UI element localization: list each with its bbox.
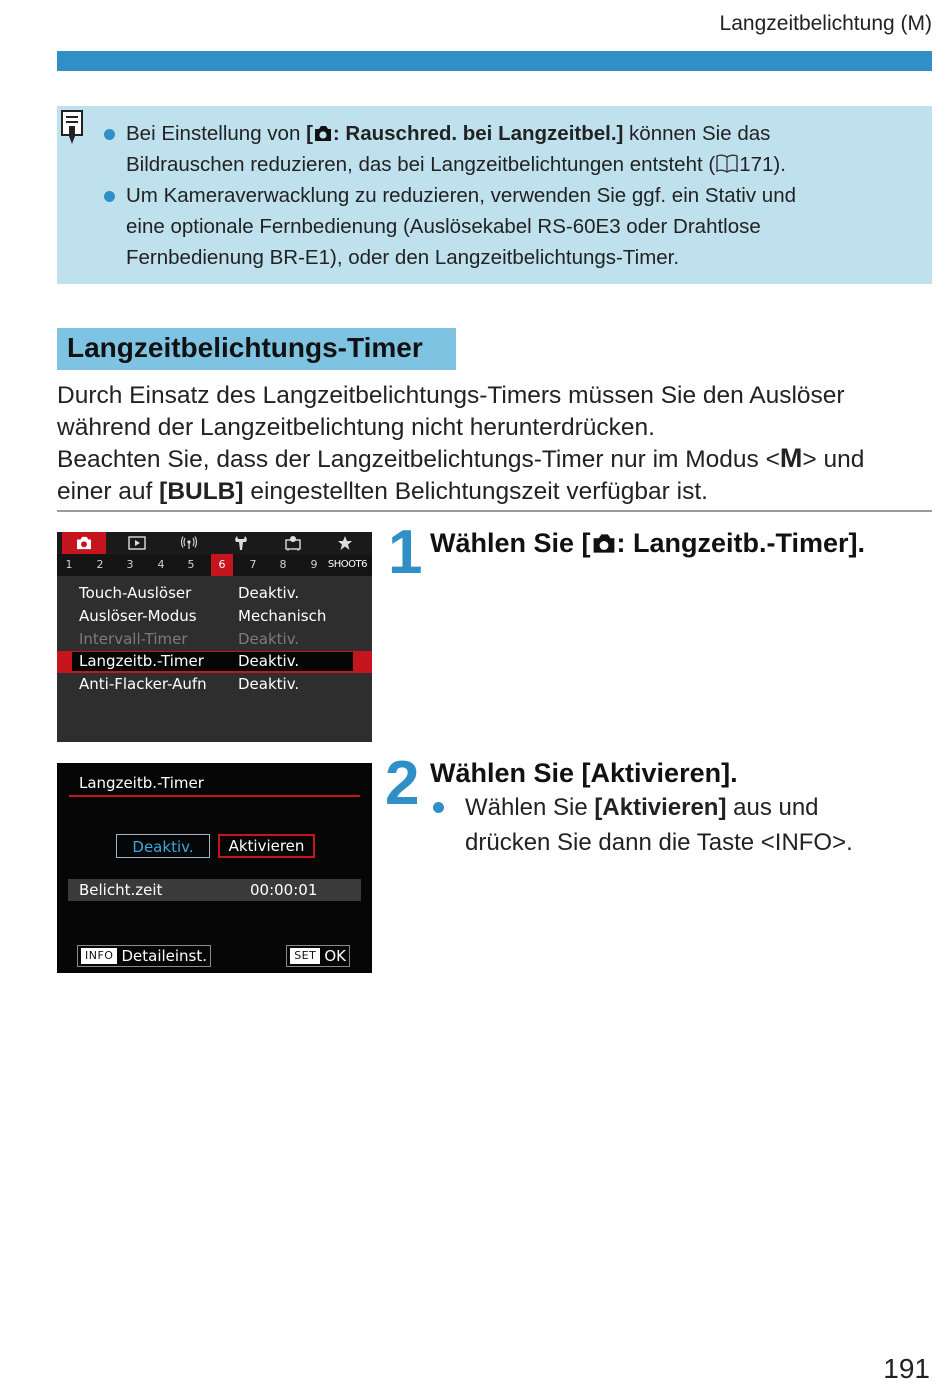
wrench-icon bbox=[233, 535, 249, 551]
running-header-title: Langzeitbelichtung (M) bbox=[719, 12, 932, 35]
title-underline bbox=[69, 795, 360, 797]
intro-paragraph: Durch Einsatz des Langzeitbelichtungs-Timers müssen Sie den Auslöser während der Langzeitbelichtung nicht herunterdrücken. Beachten Sie, dass der Langzeitbelichtungs-Timer nur im Modus <M> und einer auf [BULB] eingestellten Belichtungszeit verfügbar ist. bbox=[57, 382, 865, 505]
note-item-1: Bei Einstellung von [ : Rauschred. bei Langzeitbel.] können Sie das Bildrauschen reduzieren, das bei Langzeitbelichtungen entsteht ( 171). bbox=[126, 118, 786, 180]
info-key: INFO bbox=[81, 948, 117, 964]
camera-icon bbox=[75, 536, 93, 550]
bullet-icon bbox=[104, 191, 115, 202]
screen-title: Langzeitb.-Timer bbox=[79, 774, 204, 792]
bulb-timer-screen bbox=[57, 763, 372, 973]
page-number-5: 5 bbox=[187, 558, 195, 571]
page-number-9: 9 bbox=[310, 558, 318, 571]
camera-menu-screen bbox=[57, 532, 372, 742]
wireless-icon bbox=[180, 536, 198, 550]
header-bar bbox=[57, 51, 932, 71]
note-item-2: Um Kameraverwacklung zu reduzieren, verwenden Sie ggf. ein Stativ und eine optionale Fernbedienung (Auslösekabel RS-60E3 oder Drahtlose Fernbedienung BR-E1), oder den Langzeitbelichtungs-Timer. bbox=[126, 180, 796, 273]
page-number: 191 bbox=[883, 1353, 930, 1384]
playback-tab bbox=[115, 532, 159, 554]
section-heading: Langzeitbelichtungs-Timer bbox=[57, 328, 456, 370]
camera-icon bbox=[313, 125, 333, 142]
note-box bbox=[57, 106, 932, 284]
custom-functions-icon bbox=[284, 535, 302, 551]
menu-row-interval-timer: Intervall-Timer Deaktiv. bbox=[79, 630, 300, 648]
setup-tab bbox=[219, 532, 263, 554]
playback-icon bbox=[128, 536, 146, 550]
wireless-tab bbox=[167, 532, 211, 554]
page-number-1: 1 bbox=[65, 558, 73, 571]
page-number-2: 2 bbox=[96, 558, 104, 571]
page-number-6: 6 bbox=[211, 554, 233, 576]
menu-row-touch-shutter: Touch-Auslöser Deaktiv. bbox=[79, 584, 300, 602]
custom-functions-tab bbox=[271, 532, 315, 554]
step-number-1: 1 bbox=[388, 518, 421, 587]
menu-row-shutter-mode: Auslöser-Modus Mechanisch bbox=[79, 607, 327, 625]
set-key: SET bbox=[290, 948, 320, 964]
exposure-time-row: Belicht.zeit 00:00:01 bbox=[68, 879, 361, 901]
step-1-title: Wählen Sie [ : Langzeitb.-Timer]. bbox=[430, 528, 866, 558]
bullet-icon bbox=[104, 129, 115, 140]
book-icon bbox=[715, 154, 739, 173]
note-icon bbox=[61, 110, 83, 146]
page-number-3: 3 bbox=[126, 558, 134, 571]
step-2-title: Wählen Sie [Aktivieren]. bbox=[430, 758, 738, 788]
menu-page-numbers bbox=[57, 554, 372, 576]
menu-row-bulb-timer: Langzeitb.-Timer Deaktiv. bbox=[57, 651, 372, 673]
info-detail-hint: INFO Detaileinst. bbox=[77, 945, 211, 967]
mode-m-symbol: M bbox=[779, 443, 803, 473]
section-divider bbox=[57, 510, 932, 512]
step-number-2: 2 bbox=[385, 749, 418, 818]
camera-icon bbox=[591, 533, 617, 554]
star-icon bbox=[337, 535, 353, 551]
menu-page-label: SHOOT6 bbox=[327, 559, 367, 570]
page-number-4: 4 bbox=[157, 558, 165, 571]
shooting-tab bbox=[62, 532, 106, 554]
enable-option: Aktivieren bbox=[218, 834, 315, 858]
menu-tab-bar bbox=[57, 532, 372, 554]
menu-row-anti-flicker: Anti-Flacker-Aufn Deaktiv. bbox=[79, 675, 300, 693]
set-ok-hint: SET OK bbox=[286, 945, 350, 967]
page-number-7: 7 bbox=[249, 558, 257, 571]
page-number-8: 8 bbox=[279, 558, 287, 571]
my-menu-tab bbox=[323, 532, 367, 554]
disable-option: Deaktiv. bbox=[116, 834, 210, 858]
bullet-icon bbox=[433, 802, 444, 813]
step-2-instruction: Wählen Sie [Aktivieren] aus und drücken Sie dann die Taste <INFO>. bbox=[465, 790, 935, 860]
